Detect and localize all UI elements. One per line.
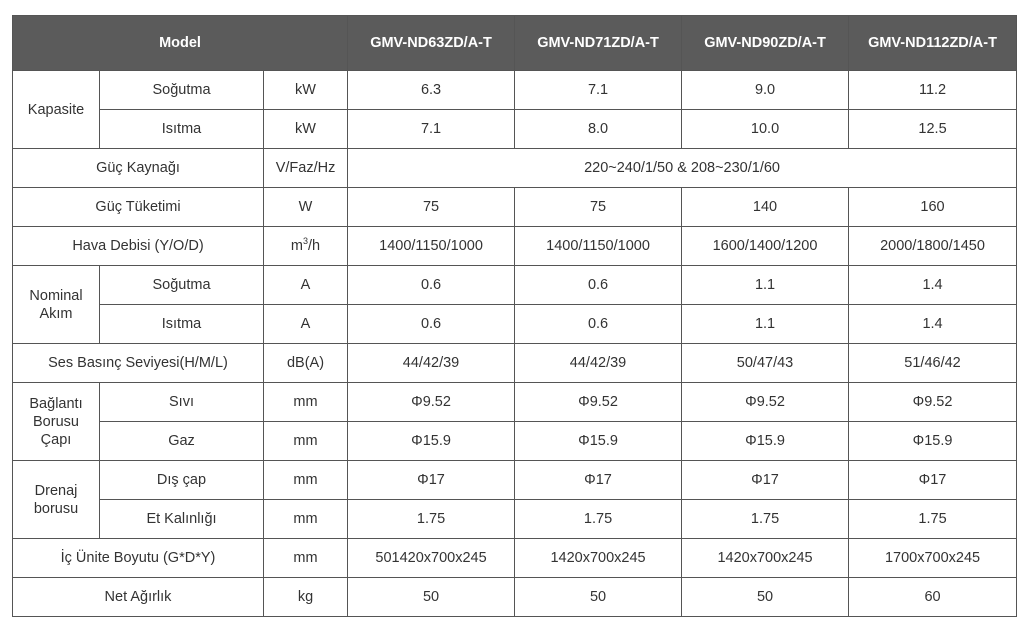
value-cell: Φ15.9 (348, 422, 515, 461)
value-cell: 1400/1150/1000 (348, 227, 515, 266)
table-row (13, 266, 1017, 305)
model-name: GMV-ND90ZD/A-T (682, 16, 849, 71)
value-cell: 8.0 (515, 110, 682, 149)
unit-cell: kg (264, 578, 348, 617)
row-label: Sıvı (100, 383, 264, 422)
value-cell: 6.3 (348, 71, 515, 110)
value-cell: 50 (348, 578, 515, 617)
table-row (13, 149, 1017, 188)
spec-table (12, 15, 1017, 617)
header-row (13, 16, 1017, 71)
model-name: GMV-ND71ZD/A-T (515, 16, 682, 71)
value-cell: 1420x700x245 (682, 539, 849, 578)
row-label: Gaz (100, 422, 264, 461)
row-label: Et Kalınlığı (100, 500, 264, 539)
value-cell: Φ9.52 (515, 383, 682, 422)
value-cell: 9.0 (682, 71, 849, 110)
table-row (13, 227, 1017, 266)
unit-cell (264, 227, 348, 266)
value-cell: 160 (849, 188, 1017, 227)
value-cell: 2000/1800/1450 (849, 227, 1017, 266)
table-row (13, 110, 1017, 149)
unit-cell: mm (264, 461, 348, 500)
value-cell: 1.1 (682, 305, 849, 344)
row-label: İç Ünite Boyutu (G*D*Y) (13, 539, 264, 578)
row-label: Isıtma (100, 110, 264, 149)
value-cell-merged: 220~240/1/50 & 208~230/1/60 (348, 149, 1017, 188)
unit-cell: mm (264, 500, 348, 539)
value-cell: 501420x700x245 (348, 539, 515, 578)
unit-cell: A (264, 266, 348, 305)
row-label: Hava Debisi (Y/O/D) (13, 227, 264, 266)
value-cell: 75 (348, 188, 515, 227)
value-cell: Φ17 (682, 461, 849, 500)
value-cell: 1.75 (515, 500, 682, 539)
unit-cell: V/Faz/Hz (264, 149, 348, 188)
value-cell: 140 (682, 188, 849, 227)
table-row (13, 578, 1017, 617)
model-header: Model (13, 16, 348, 71)
capacity-group-label: Kapasite (13, 71, 100, 149)
drain-group-label: Drenaj borusu (13, 461, 100, 539)
row-label: Dış çap (100, 461, 264, 500)
value-cell: 0.6 (348, 266, 515, 305)
unit-cell: dB(A) (264, 344, 348, 383)
value-cell: Φ15.9 (682, 422, 849, 461)
value-cell: 50 (682, 578, 849, 617)
value-cell: 44/42/39 (515, 344, 682, 383)
value-cell: Φ9.52 (849, 383, 1017, 422)
value-cell: 1420x700x245 (515, 539, 682, 578)
table-row (13, 305, 1017, 344)
value-cell: 0.6 (515, 266, 682, 305)
row-label: Net Ağırlık (13, 578, 264, 617)
table-row (13, 539, 1017, 578)
value-cell: 44/42/39 (348, 344, 515, 383)
value-cell: 1.4 (849, 305, 1017, 344)
value-cell: 50/47/43 (682, 344, 849, 383)
row-label: Güç Kaynağı (13, 149, 264, 188)
value-cell: 1.75 (348, 500, 515, 539)
value-cell: 1400/1150/1000 (515, 227, 682, 266)
value-cell: 1700x700x245 (849, 539, 1017, 578)
value-cell: Φ15.9 (849, 422, 1017, 461)
value-cell: 7.1 (515, 71, 682, 110)
unit-cell: mm (264, 383, 348, 422)
row-label: Isıtma (100, 305, 264, 344)
value-cell: Φ15.9 (515, 422, 682, 461)
value-cell: Φ17 (515, 461, 682, 500)
table-row (13, 500, 1017, 539)
model-name: GMV-ND63ZD/A-T (348, 16, 515, 71)
value-cell: Φ17 (849, 461, 1017, 500)
value-cell: 75 (515, 188, 682, 227)
unit-cell: A (264, 305, 348, 344)
value-cell: 1600/1400/1200 (682, 227, 849, 266)
row-label: Güç Tüketimi (13, 188, 264, 227)
value-cell: 11.2 (849, 71, 1017, 110)
value-cell: Φ17 (348, 461, 515, 500)
row-label: Soğutma (100, 71, 264, 110)
unit-superscript: 3 (303, 235, 309, 246)
value-cell: 60 (849, 578, 1017, 617)
unit-cell: mm (264, 422, 348, 461)
table-row (13, 188, 1017, 227)
pipe-group-label: Bağlantı Borusu Çapı (13, 383, 100, 461)
table-row (13, 383, 1017, 422)
table-row (13, 344, 1017, 383)
value-cell: 0.6 (348, 305, 515, 344)
table-row (13, 71, 1017, 110)
unit-cell: kW (264, 110, 348, 149)
table-row (13, 422, 1017, 461)
row-label: Ses Basınç Seviyesi(H/M/L) (13, 344, 264, 383)
value-cell: 1.75 (849, 500, 1017, 539)
nominal-current-group-label: Nominal Akım (13, 266, 100, 344)
model-name: GMV-ND112ZD/A-T (849, 16, 1017, 71)
value-cell: 1.75 (682, 500, 849, 539)
value-cell: 10.0 (682, 110, 849, 149)
value-cell: 12.5 (849, 110, 1017, 149)
row-label: Soğutma (100, 266, 264, 305)
value-cell: Φ9.52 (682, 383, 849, 422)
value-cell: 51/46/42 (849, 344, 1017, 383)
value-cell: Φ9.52 (348, 383, 515, 422)
value-cell: 50 (515, 578, 682, 617)
unit-cell: mm (264, 539, 348, 578)
value-cell: 0.6 (515, 305, 682, 344)
table-row (13, 461, 1017, 500)
value-cell: 1.4 (849, 266, 1017, 305)
value-cell: 1.1 (682, 266, 849, 305)
unit-base: m (290, 237, 303, 254)
value-cell: 7.1 (348, 110, 515, 149)
unit-tail: /h (308, 237, 321, 254)
unit-cell: kW (264, 71, 348, 110)
unit-cell: W (264, 188, 348, 227)
